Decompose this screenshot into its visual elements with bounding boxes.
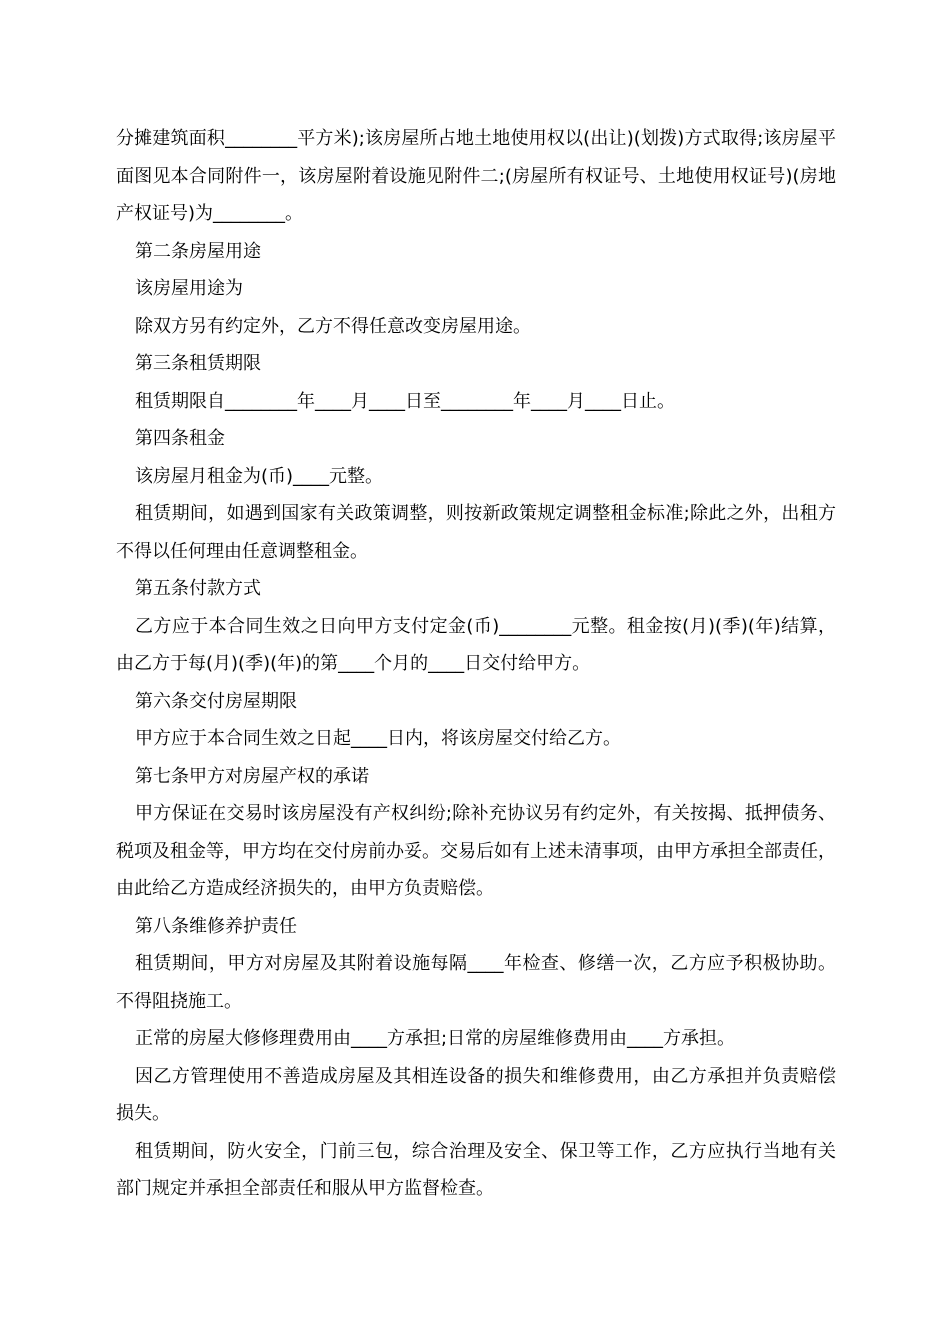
paragraph-rent-adjustment: 租赁期间，如遇到国家有关政策调整，则按新政策规定调整租金标准;除此之外，出租方不得以任何理由任意调整租金。 [116,503,836,562]
heading-article-4: 第四条租金 [135,428,225,449]
heading-article-2: 第二条房屋用途 [135,240,261,262]
paragraph-delivery-period: 甲方应于本合同生效之日起____日内，将该房屋交付给乙方。 [135,728,621,749]
paragraph-inspection-repair: 租赁期间，甲方对房屋及其附着设施每隔____年检查、修缮一次，乙方应予积极协助。不得阻挠施工。 [116,953,836,1012]
paragraph-house-use: 该房屋用途为 [135,278,243,299]
heading-article-5: 第五条付款方式 [135,578,261,599]
heading-article-3: 第三条租赁期限 [135,353,261,374]
paragraph-no-change-of-use: 除双方另有约定外，乙方不得任意改变房屋用途。 [135,315,531,337]
paragraph-monthly-rent: 该房屋月租金为(币)____元整。 [135,465,384,487]
paragraph-repair-costs: 正常的房屋大修修理费用由____方承担;日常的房屋维修费用由____方承担。 [135,1028,736,1049]
paragraph-title-guarantee: 甲方保证在交易时该房屋没有产权纠纷;除补充协议另有约定外，有关按揭、抵押债务、税项及租金等，甲方均在交付房前办妥。交易后如有上述未清事项，由甲方承担全部责任，由此给乙方造成经济损失的，由甲方负责赔偿。 [116,803,836,899]
paragraph-lease-term: 租赁期限自________年____月____日至________年____月____日止。 [135,390,675,412]
heading-article-6: 第六条交付房屋期限 [135,690,297,712]
paragraph-tenant-damage: 因乙方管理使用不善造成房屋及其相连设备的损失和维修费用，由乙方承担并负责赔偿损失。 [116,1065,836,1124]
paragraph-area-and-land-use: 分摊建筑面积________平方米);该房屋所占地土地使用权以(出让)(划拨)方式取得;该房屋平面图见本合同附件一，该房屋附着设施见附件二;(房屋所有权证号、土地使用权证号)(房地产权证号)为________。 [116,128,836,224]
paragraph-payment-method: 乙方应于本合同生效之日向甲方支付定金(币)________元整。租金按(月)(季)(年)结算，由乙方于每(月)(季)(年)的第____个月的____日交付给甲方。 [116,615,836,674]
heading-article-8: 第八条维修养护责任 [135,915,297,937]
paragraph-safety-duties: 租赁期间，防火安全，门前三包，综合治理及安全、保卫等工作，乙方应执行当地有关部门规定并承担全部责任和服从甲方监督检查。 [116,1140,836,1199]
heading-article-7: 第七条甲方对房屋产权的承诺 [135,765,369,787]
document-body [116,120,836,1208]
